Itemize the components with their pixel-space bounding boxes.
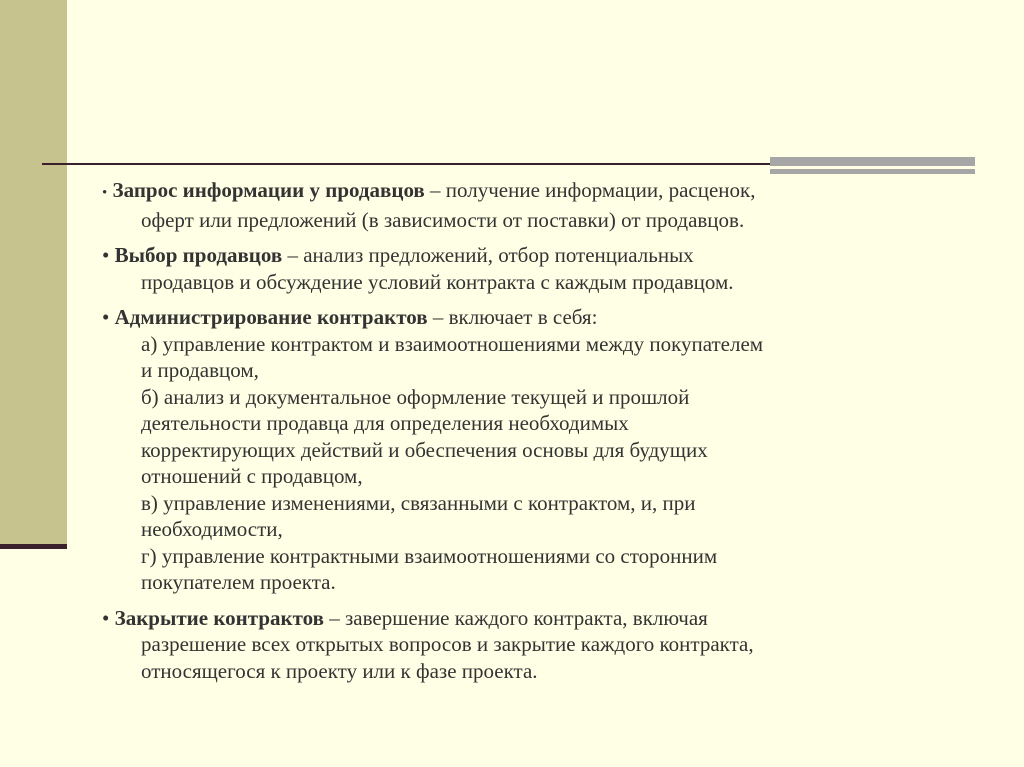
side-accent-bar — [0, 0, 67, 548]
bullet-icon: • — [102, 185, 108, 201]
grey-accent-stripe-bottom — [770, 169, 975, 174]
item-description: – получение информации, расценок, — [424, 178, 756, 202]
item-continuation: оферт или предложений (в зависимости от поставки) от продавцов. — [141, 207, 745, 232]
item-continuation: а) управление контрактом и взаимоотношениями между покупателем — [141, 331, 764, 356]
item-description: – анализ предложений, отбор потенциальных — [282, 243, 694, 267]
item-term: Закрытие контрактов — [114, 605, 324, 630]
grey-accent-block — [770, 157, 975, 177]
bullet-icon: • — [102, 243, 110, 267]
item-continuation: относящегося к проекту или к фазе проекта. — [141, 658, 538, 683]
item-continuation: покупателем проекта. — [141, 570, 336, 594]
item-continuation: разрешение всех открытых вопросов и закрытие каждого контракта, — [141, 632, 754, 656]
item-continuation: б) анализ и документальное оформление текущей и прошлой — [141, 384, 690, 409]
item-continuation: корректирующих действий и обеспечения основы для будущих — [141, 437, 708, 462]
bullet-list — [102, 177, 982, 693]
list-item — [102, 605, 982, 685]
item-continuation: продавцов и обсуждение условий контракта с каждым продавцом. — [141, 269, 734, 294]
item-continuation: деятельности продавца для определения необходимых — [141, 411, 629, 435]
item-description: – включает в себя: — [427, 305, 598, 329]
item-description: – завершение каждого контракта, включая — [323, 605, 708, 630]
item-term: Выбор продавцов — [114, 243, 283, 267]
item-continuation: в) управление изменениями, связанными с контрактом, и, при — [141, 490, 696, 515]
item-continuation: отношений с продавцом, — [141, 464, 363, 488]
item-continuation: необходимости, — [141, 517, 283, 541]
bullet-icon: • — [102, 305, 110, 329]
grey-accent-stripe-top — [770, 157, 975, 166]
side-accent-rule — [0, 544, 67, 549]
top-divider-rule — [42, 163, 770, 165]
item-continuation: г) управление контрактными взаимоотношениями со сторонним — [141, 543, 718, 568]
list-item — [102, 242, 982, 295]
bullet-icon: • — [102, 605, 110, 630]
item-term: Запрос информации у продавцов — [112, 178, 425, 202]
item-term: Администрирование контрактов — [114, 305, 428, 329]
list-item — [102, 177, 982, 233]
list-item — [102, 304, 982, 596]
item-continuation: и продавцом, — [141, 358, 259, 382]
